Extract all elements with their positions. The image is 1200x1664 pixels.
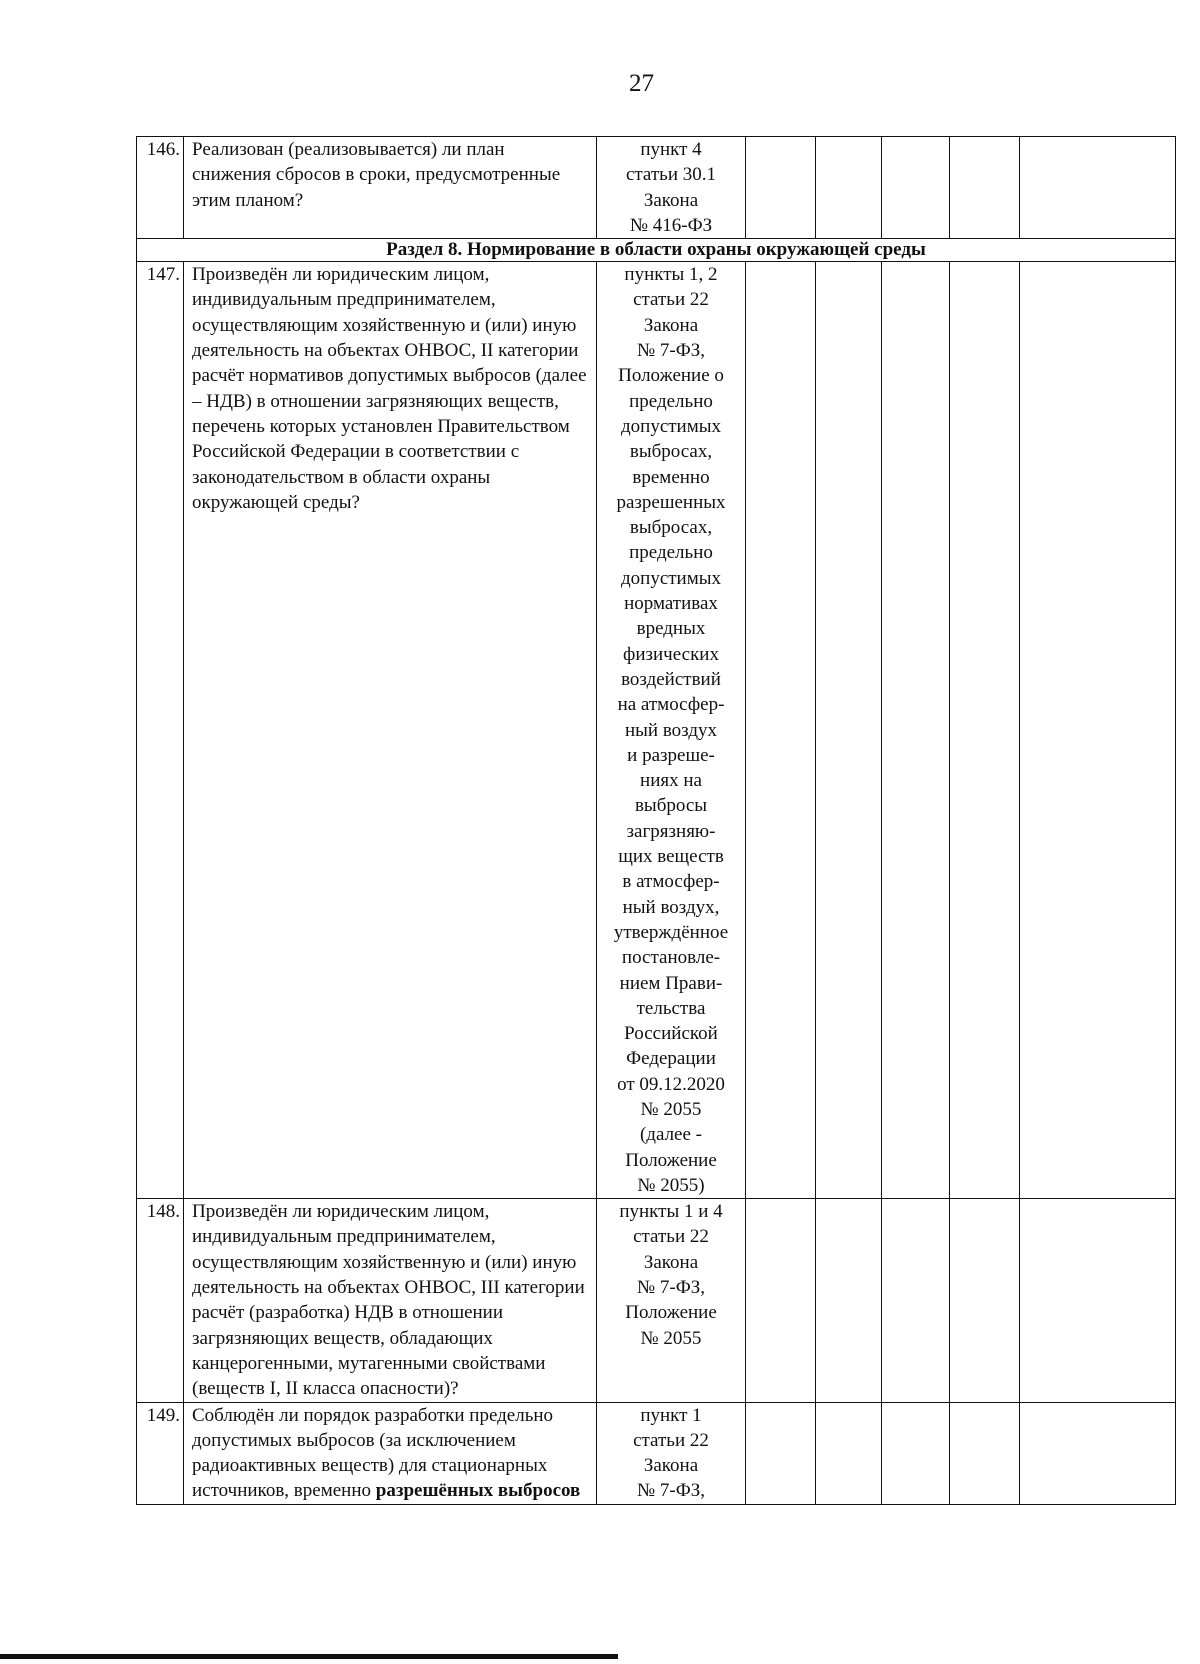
reference-line: допустимых (620, 415, 722, 437)
reference-line: предельно (629, 542, 713, 564)
reference-line: Положение (625, 1302, 717, 1324)
section-header-row (137, 239, 1176, 262)
reference-line: выбросах, (629, 441, 713, 463)
reference-line: ниях на (640, 770, 702, 792)
reference-line: физических (623, 643, 719, 665)
empty-cell (816, 1402, 882, 1504)
reference-line: Закона (643, 189, 699, 211)
reference-line: воздействий (621, 668, 721, 690)
empty-cell (882, 137, 950, 239)
question-text: Реализован (реализовывается) ли план снижения сбросов в сроки, предусмотренные этим планом? (184, 137, 597, 239)
empty-cell (746, 137, 816, 239)
reference-line: вредных (636, 618, 706, 640)
empty-cell (746, 262, 816, 1199)
reference-line: пункт 1 (640, 1404, 702, 1426)
question-text-main: Соблюдён ли порядок разработки предельно допустимых выбросов (за исключением радиоактивных веществ) для стационарных источников, временно (192, 1404, 554, 1502)
reference-line: Закона (643, 1251, 699, 1273)
reference-line: от 09.12.2020 (617, 1073, 725, 1095)
reference-line: постановле- (621, 947, 721, 969)
reference-line: в атмосфер- (622, 871, 720, 893)
empty-cell (1020, 262, 1176, 1199)
row-number: 149. (137, 1402, 184, 1504)
reference-line: Российской (624, 1023, 718, 1045)
reference-line: Положение (625, 1149, 717, 1171)
reference-line: № 2055 (640, 1098, 702, 1120)
section-title-prefix: Раздел 8. (386, 239, 468, 261)
table-row (137, 1402, 1176, 1504)
reference-line: допустимых (620, 567, 722, 589)
reference-line: Положение о (618, 365, 724, 387)
reference-line: пункты 1 и 4 (619, 1201, 723, 1223)
question-text (184, 1402, 597, 1504)
checklist-table (136, 136, 1176, 1505)
reference-line: нормативах (624, 593, 718, 615)
empty-cell (950, 1199, 1020, 1402)
reference-line: пункты 1, 2 (624, 264, 718, 286)
reference-line: загрязняю- (626, 820, 716, 842)
reference-line: на атмосфер- (617, 694, 725, 716)
legal-reference (597, 262, 746, 1199)
section-title-rest: Нормирование в области охраны окружающей среды (467, 239, 926, 261)
reference-line: статьи 22 (633, 289, 709, 311)
legal-reference (597, 1199, 746, 1402)
table-row (137, 262, 1176, 1199)
empty-cell (1020, 137, 1176, 239)
reference-line: выбросы (634, 795, 708, 817)
reference-line: Федерации (626, 1048, 716, 1070)
reference-line: выбросах, (629, 517, 713, 539)
empty-cell (816, 262, 882, 1199)
reference-line: предельно (629, 390, 713, 412)
question-text: Произведён ли юридическим лицом, индивидуальным предпринимателем, осуществляющим хозяйственную и (или) иную деятельность на объектах ОНВОС, II категории расчёт нормативов допустимых выбросов (далее – НДВ) в отношении загрязняющих веществ, перечень которых установлен Правительством Российской Федерации в соответствии с законодательством в области охраны окружающей среды? (184, 262, 597, 1199)
reference-line: № 2055) (637, 1174, 705, 1196)
row-number: 146. (137, 137, 184, 239)
reference-line: пункт 4 (640, 139, 702, 160)
reference-line: щих веществ (618, 846, 724, 868)
reference-line: № 416-ФЗ (629, 214, 713, 236)
row-number: 148. (137, 1199, 184, 1402)
legal-reference (597, 137, 746, 239)
empty-cell (950, 262, 1020, 1199)
table-row (137, 1199, 1176, 1402)
section-title (137, 239, 1176, 262)
empty-cell (1020, 1199, 1176, 1402)
reference-line: тельства (636, 997, 706, 1019)
table-row (137, 137, 1176, 239)
empty-cell (816, 1199, 882, 1402)
reference-line: и разреше- (627, 744, 715, 766)
question-text-tail: разрешённых выбросов (375, 1480, 581, 1502)
reference-line: Закона (643, 314, 699, 336)
row-number: 147. (137, 262, 184, 1199)
reference-line: № 2055 (640, 1327, 702, 1349)
reference-line: ный воздух (624, 719, 718, 741)
reference-line: временно (632, 466, 710, 488)
scan-edge-bar (0, 1654, 618, 1659)
reference-line: статьи 30.1 (625, 164, 717, 186)
empty-cell (882, 1402, 950, 1504)
reference-line: № 7-ФЗ, (637, 340, 705, 362)
question-text: Произведён ли юридическим лицом, индивидуальным предпринимателем, осуществляющим хозяйственную и (или) иную деятельность на объектах ОНВОС, III категории расчёт (разработка) НДВ в отношении загрязняющих веществ, обладающих канцерогенными, мутагенными свойствами (веществ I, II класса опасности)? (184, 1199, 597, 1402)
reference-line: ный воздух, (622, 896, 720, 918)
reference-line: статьи 22 (633, 1429, 709, 1451)
empty-cell (816, 137, 882, 239)
reference-line: Закона (643, 1455, 699, 1477)
reference-line: № 7-ФЗ, (637, 1480, 705, 1502)
reference-line: (далее - (639, 1124, 703, 1146)
empty-cell (746, 1402, 816, 1504)
legal-reference (597, 1402, 746, 1504)
empty-cell (1020, 1402, 1176, 1504)
empty-cell (882, 262, 950, 1199)
page-number: 27 (629, 70, 654, 97)
reference-line: статьи 22 (633, 1226, 709, 1248)
empty-cell (882, 1199, 950, 1402)
reference-line: № 7-ФЗ, (637, 1277, 705, 1299)
reference-line: разрешенных (616, 491, 726, 513)
empty-cell (950, 1402, 1020, 1504)
empty-cell (746, 1199, 816, 1402)
reference-line: нием Прави- (619, 972, 723, 994)
empty-cell (950, 137, 1020, 239)
reference-line: утверждённое (613, 921, 729, 943)
